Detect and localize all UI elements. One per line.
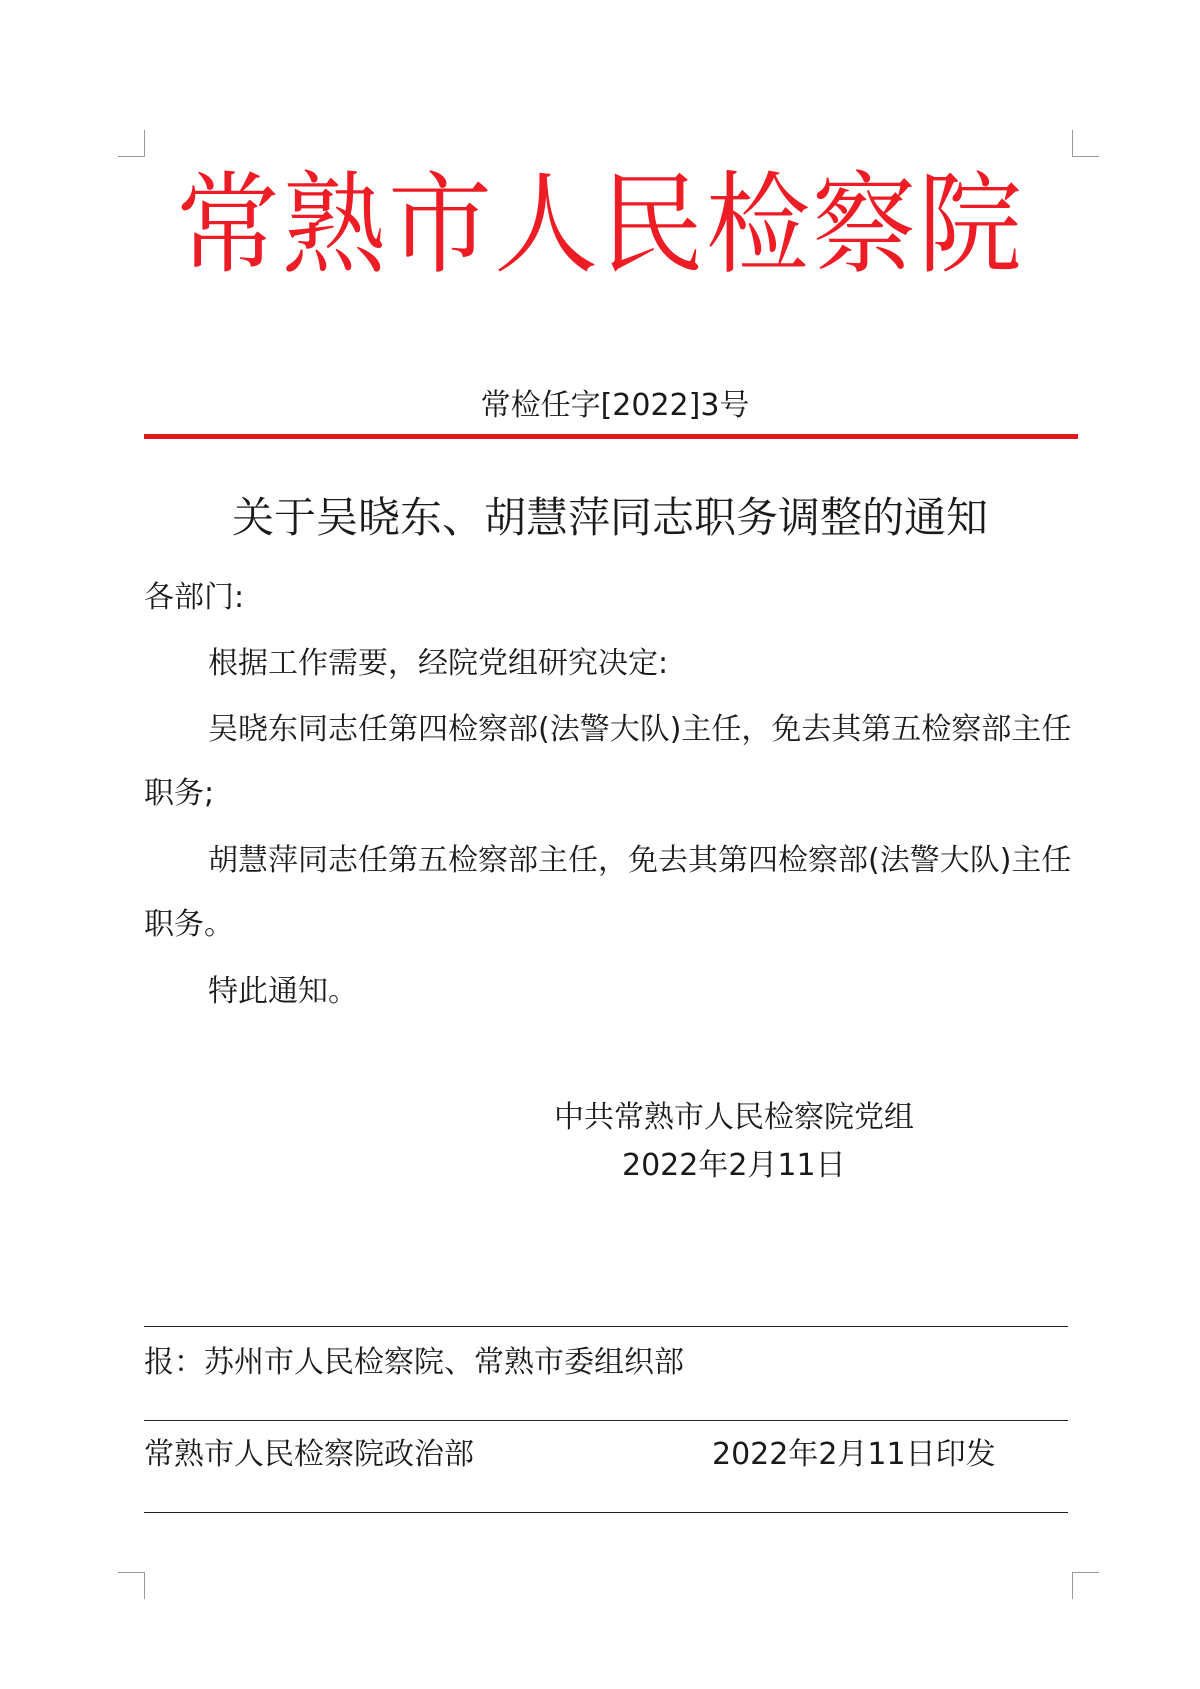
issuing-department: 常熟市人民检察院政治部: [144, 1437, 474, 1472]
crop-mark-bottom-right: [1072, 1572, 1099, 1599]
salutation: 各部门:: [144, 580, 245, 615]
footer-rule-bottom: [144, 1512, 1068, 1513]
cc-recipients: 报：苏州市人民检察院、常熟市委组织部: [144, 1345, 684, 1380]
signature-organization: 中共常熟市人民检察院党组: [554, 1100, 914, 1135]
paragraph-decision: 根据工作需要，经院党组研究决定:: [208, 646, 669, 681]
closing-line: 特此通知。: [208, 974, 358, 1009]
crop-mark-bottom-left: [118, 1572, 145, 1599]
masthead: 常熟市人民检察院: [175, 160, 1024, 290]
notice-title: 关于吴晓东、胡慧萍同志职务调整的通知: [231, 493, 988, 542]
footer-rule-top: [144, 1326, 1068, 1327]
red-divider: [144, 434, 1078, 439]
paragraph-appointment-1: 吴晓东同志任第四检察部(法警大队)主任，免去其第五检察部主任职务;: [144, 712, 1072, 811]
footer-rule-middle: [144, 1420, 1068, 1421]
document-number: 常检任字[2022]3号: [480, 388, 750, 423]
paragraph-appointment-2: 胡慧萍同志任第五检察部主任，免去其第四检察部(法警大队)主任职务。: [144, 843, 1072, 942]
issue-date: 2022年2月11日印发: [712, 1437, 996, 1472]
signature-date: 2022年2月11日: [622, 1148, 846, 1183]
